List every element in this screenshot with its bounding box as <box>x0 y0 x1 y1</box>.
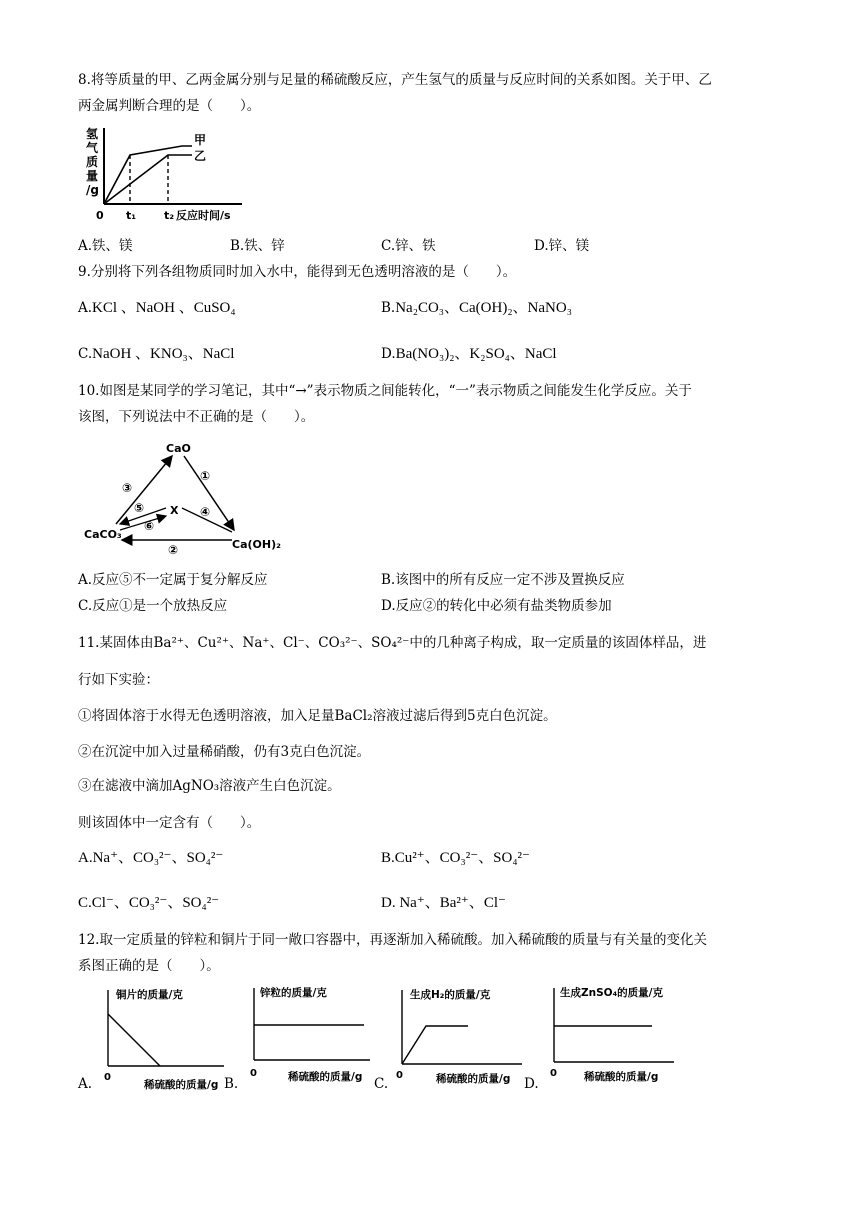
q11-step2: ②在沉淀中加入过量稀硝酸，仍有3克白色沉淀。 <box>78 744 371 760</box>
q10-node-x: X <box>170 504 179 517</box>
q12-stem-line1: 12.取一定质量的锌粒和铜片于同一敞口容器中，再逐渐加入稀硫酸。加入稀硫酸的质量与有关量的变化关 <box>78 932 707 948</box>
q12-a-line <box>108 1014 160 1066</box>
q12-d-origin: 0 <box>550 1068 557 1079</box>
q12-c-xlabel: 稀硫酸的质量/g <box>436 1073 511 1085</box>
q12-c-ylabel: 生成H₂的质量/克 <box>410 989 491 1001</box>
q10-diagram <box>82 436 292 562</box>
q8-label-yi: 乙 <box>194 149 207 163</box>
q10-num-5: ⑤ <box>134 501 145 515</box>
q9-option-c: C.NaOH 、KNO₃、NaCl <box>78 346 235 362</box>
q12-letter-c: C. <box>374 1076 389 1092</box>
q12-graph-b <box>244 980 374 1086</box>
q8-origin: 0 <box>96 209 104 222</box>
q8-option-d: D.锌、镁 <box>534 238 590 254</box>
q10-node-cao: CaO <box>166 442 191 455</box>
q10-option-c: C.反应①是一个放热反应 <box>78 598 228 614</box>
q8-ylabel-1: 氢 <box>86 127 99 141</box>
q8-ylabel-5: /g <box>86 183 99 197</box>
q12-graph-c <box>392 982 526 1086</box>
q8-ylabel-3: 质 <box>86 155 99 169</box>
q10-num-4: ④ <box>200 505 211 519</box>
q11-option-c: C.Cl⁻、CO₃²⁻、SO₄²⁻ <box>78 895 220 911</box>
q12-letter-a: A. <box>78 1076 93 1092</box>
q12-graph-d <box>544 980 680 1086</box>
q9-option-a: A.KCl 、NaOH 、CuSO₄ <box>78 300 236 316</box>
q12-b-origin: 0 <box>250 1068 257 1079</box>
q11-option-d: D. Na⁺、Ba²⁺、Cl⁻ <box>381 895 506 911</box>
q10-stem-line2: 该图，下列说法中不正确的是（ ）。 <box>78 409 315 425</box>
q12-graph-a <box>92 984 228 1090</box>
q10-num-1: ① <box>200 469 211 483</box>
q10-num-2: ② <box>168 543 179 557</box>
q12-b-ylabel: 锌粒的质量/克 <box>260 987 327 999</box>
q8-xlabel: 反应时间/s <box>176 209 231 222</box>
q10-option-d: D.反应②的转化中必须有盐类物质参加 <box>381 598 612 614</box>
q8-t2: t₂ <box>164 209 175 222</box>
q9-option-d: D.Ba(NO₃)₂、K₂SO₄、NaCl <box>381 346 557 362</box>
q8-t1: t₁ <box>126 209 137 222</box>
q9-stem: 9.分别将下列各组物质同时加入水中，能得到无色透明溶液的是（ ）。 <box>78 264 517 280</box>
q12-stem-line2: 系图正确的是（ ）。 <box>78 958 220 974</box>
q8-ylabel-4: 量 <box>86 169 99 183</box>
q12-d-xlabel: 稀硫酸的质量/g <box>584 1071 659 1083</box>
q8-stem-line1: 8.将等质量的甲、乙两金属分别与足量的稀硫酸反应，产生氢气的质量与反应时间的关系如图。关于甲、乙 <box>78 72 712 88</box>
q12-letter-d: D. <box>524 1076 539 1092</box>
q8-label-jia: 甲 <box>194 133 207 147</box>
q10-option-a: A.反应⑤不一定属于复分解反应 <box>78 572 268 588</box>
q12-letter-b: B. <box>224 1076 239 1092</box>
q10-node-caco3: CaCO₃ <box>84 528 122 541</box>
q11-stem-line1: 11.某固体由Ba²⁺、Cu²⁺、Na⁺、Cl⁻、CO₃²⁻、SO₄²⁻中的几种离子构成，取一定质量的该固体样品，进 <box>78 635 707 651</box>
q10-num-6: ⑥ <box>144 519 155 533</box>
q12-c-origin: 0 <box>396 1070 403 1081</box>
q10-num-3: ③ <box>122 481 133 495</box>
q10-arrow-6 <box>120 516 166 530</box>
q11-step3: ③在滤液中滴加AgNO₃溶液产生白色沉淀。 <box>78 778 341 794</box>
q10-option-b: B.该图中的所有反应一定不涉及置换反应 <box>381 572 625 588</box>
q11-option-b: B.Cu²⁺、CO₃²⁻、SO₄²⁻ <box>381 850 530 866</box>
q10-stem-line1: 10.如图是某同学的学习笔记，其中“→”表示物质之间能转化，“一”表示物质之间能发生化学反应。关于 <box>78 383 692 399</box>
q11-step1: ①将固体溶于水得无色透明溶液，加入足量BaCl₂溶液过滤后得到5克白色沉淀。 <box>78 708 557 724</box>
q11-ask: 则该固体中一定含有（ ）。 <box>78 815 261 831</box>
q8-option-b: B.铁、锌 <box>230 238 285 254</box>
q8-ylabel-2: 气 <box>86 141 99 155</box>
q8-option-a: A.铁、镁 <box>78 238 133 254</box>
q12-a-origin: 0 <box>104 1072 111 1083</box>
q9-option-b: B.Na₂CO₃、Ca(OH)₂、NaNO₃ <box>381 300 572 316</box>
q10-node-caoh2: Ca(OH)₂ <box>232 538 281 551</box>
q12-d-ylabel: 生成ZnSO₄的质量/克 <box>560 987 664 999</box>
q8-graph <box>82 124 252 224</box>
q12-a-xlabel: 稀硫酸的质量/g <box>144 1079 219 1090</box>
q8-option-c: C.锌、铁 <box>381 238 436 254</box>
q11-stem-line2: 行如下实验： <box>78 672 159 688</box>
q12-c-line <box>402 1026 468 1064</box>
q11-option-a: A.Na⁺、CO₃²⁻、SO₄²⁻ <box>78 850 224 866</box>
q12-b-xlabel: 稀硫酸的质量/g <box>288 1071 363 1083</box>
q12-a-ylabel: 铜片的质量/克 <box>116 989 183 1001</box>
q8-stem-line2: 两金属判断合理的是（ ）。 <box>78 98 261 114</box>
